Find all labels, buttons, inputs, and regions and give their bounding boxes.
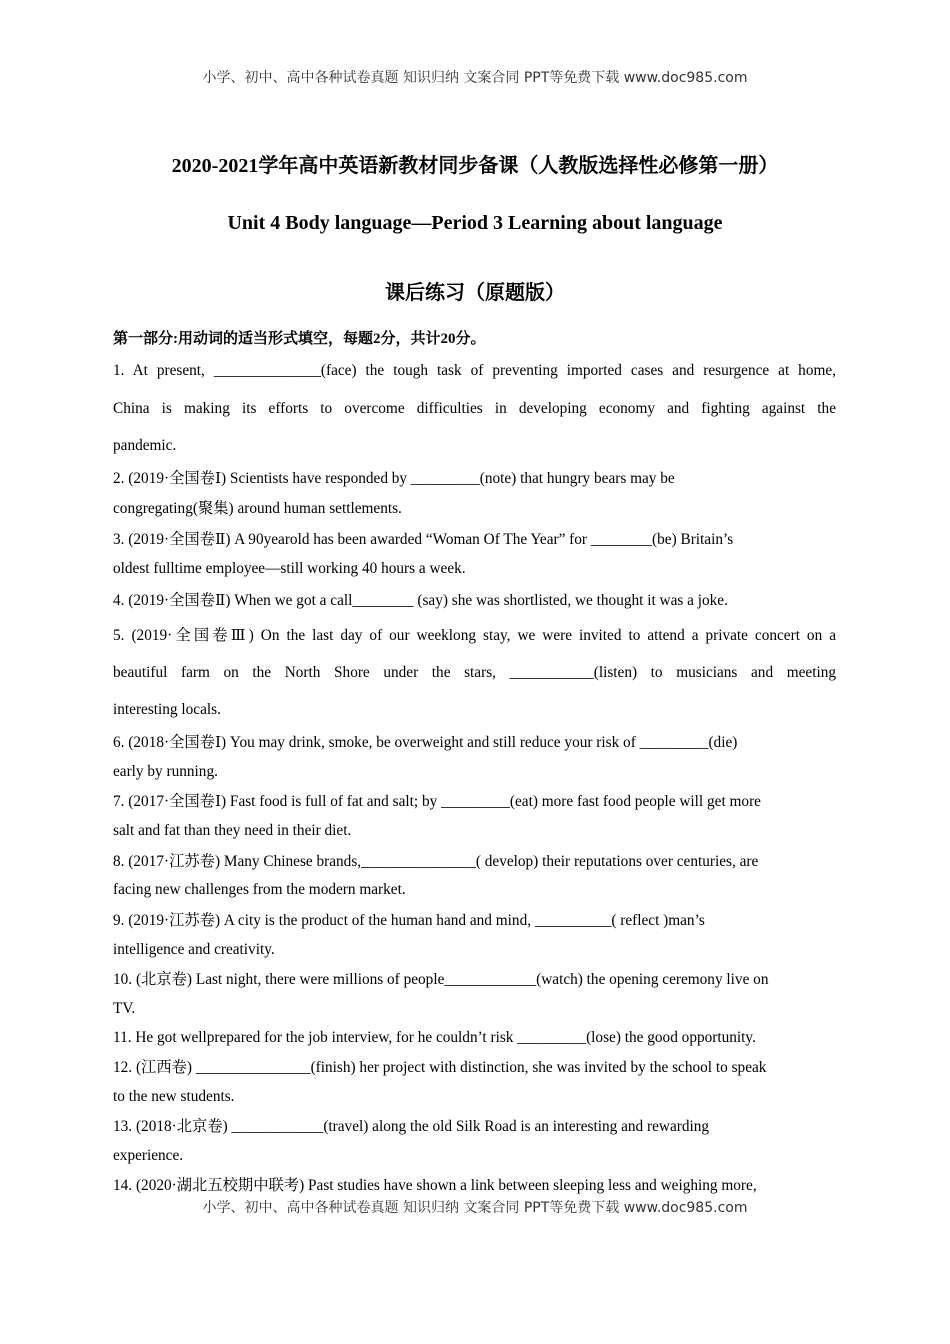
- question-line: 2. (2019·全国卷Ⅰ) Scientists have responded by _________(note) that hungry bears may be: [113, 470, 675, 487]
- question-line: salt and fat than they need in their diet.: [113, 822, 352, 839]
- question-line: 3. (2019·全国卷Ⅱ) A 90yearold has been awarded “Woman Of The Year” for ________(be) Britain’s: [113, 531, 734, 548]
- header-banner: 小学、初中、高中各种试卷真题 知识归纳 文案合同 PPT等免费下载 www.doc985.com: [202, 70, 748, 86]
- question-line: China is making its efforts to overcome difficulties in developing economy and fighting against the: [113, 400, 836, 417]
- question-line: facing new challenges from the modern market.: [113, 881, 406, 898]
- question-line: TV.: [113, 1000, 136, 1017]
- doc-edition: 课后练习（原题版）: [385, 282, 565, 304]
- question-line: early by running.: [113, 763, 218, 780]
- question-line: pandemic.: [113, 437, 177, 454]
- question-line: 11. He got wellprepared for the job interview, for he couldn’t risk _________(lose) the good opportunity.: [113, 1029, 756, 1046]
- question-line: 7. (2017·全国卷Ⅰ) Fast food is full of fat and salt; by _________(eat) more fast food people will get more: [113, 793, 761, 810]
- question-line: 9. (2019·江苏卷) A city is the product of the human hand and mind, __________( reflect )man’s: [113, 912, 705, 929]
- section-heading: 第一部分:用动词的适当形式填空，每题2分，共计20分。: [113, 331, 486, 347]
- question-line: 13. (2018·北京卷) ____________(travel) along the old Silk Road is an interesting and rewarding: [113, 1118, 710, 1135]
- question-line: 5. (2019·全国卷Ⅲ) On the last day of our weeklong stay, we were invited to attend a private concert on a: [113, 627, 836, 644]
- question-line: 6. (2018·全国卷Ⅰ) You may drink, smoke, be overweight and still reduce your risk of _________(die): [113, 734, 738, 751]
- question-line: to the new students.: [113, 1088, 235, 1105]
- question-line: interesting locals.: [113, 701, 221, 718]
- question-line: 4. (2019·全国卷Ⅱ) When we got a call________ (say) she was shortlisted, we thought it was a joke.: [113, 592, 728, 609]
- question-line: congregating(聚集) around human settlements.: [113, 500, 402, 517]
- footer-banner: 小学、初中、高中各种试卷真题 知识归纳 文案合同 PPT等免费下载 www.doc985.com: [202, 1200, 748, 1216]
- doc-title: 2020-2021学年高中英语新教材同步备课（人教版选择性必修第一册）: [171, 155, 779, 177]
- question-line: 12. (江西卷) _______________(finish) her project with distinction, she was invited by the school to speak: [113, 1059, 767, 1076]
- question-line: intelligence and creativity.: [113, 941, 275, 958]
- question-line: experience.: [113, 1147, 184, 1164]
- doc-subtitle: Unit 4 Body language—Period 3 Learning about language: [227, 212, 723, 234]
- question-line: 10. (北京卷) Last night, there were millions of people____________(watch) the opening ceremony live on: [113, 971, 769, 988]
- question-line: beautiful farm on the North Shore under the stars, ___________(listen) to musicians and meeting: [113, 664, 836, 681]
- question-line: 8. (2017·江苏卷) Many Chinese brands,_______________( develop) their reputations over centuries, are: [113, 853, 759, 870]
- question-line: 1. At present, ______________(face) the tough task of preventing imported cases and resurgence at home,: [113, 362, 836, 379]
- question-line: oldest fulltime employee—still working 40 hours a week.: [113, 560, 466, 577]
- question-line: 14. (2020·湖北五校期中联考) Past studies have shown a link between sleeping less and weighing more,: [113, 1177, 757, 1194]
